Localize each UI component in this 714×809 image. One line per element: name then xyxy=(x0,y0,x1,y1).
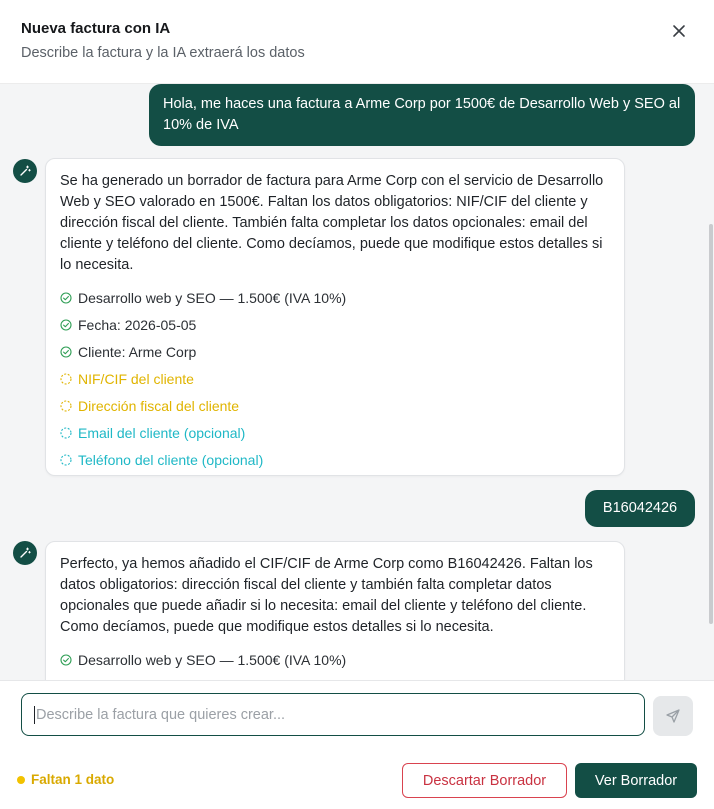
dashed-circle-icon xyxy=(60,427,78,439)
checklist-item-label: Email del cliente (opcional) xyxy=(78,424,246,441)
missing-data-label: Faltan 1 dato xyxy=(31,772,115,787)
close-icon xyxy=(672,24,686,38)
checklist-item-label: Fecha: 2026-05-05 xyxy=(78,316,197,333)
checklist-item-optional xyxy=(60,446,610,473)
send-button[interactable] xyxy=(653,696,693,736)
ai-avatar xyxy=(13,159,37,183)
close-button[interactable] xyxy=(664,16,694,46)
chat-area[interactable] xyxy=(0,84,714,680)
checklist-item-label: Teléfono del cliente (opcional) xyxy=(78,451,264,468)
invoice-description-input[interactable] xyxy=(36,707,626,723)
text-caret xyxy=(34,706,35,724)
chat-scrollbar[interactable] xyxy=(709,224,713,624)
ai-message-text: Perfecto, ya hemos añadido el CIF/CIF de Arme Corp como B16042426. Faltan los datos obligatorios: dirección fiscal del cliente y también falta completar datos opcionales que puede añadir si lo necesita: email del cliente y teléfono del cliente. Como decíamos, puede que modifique estos detalles si lo necesita. xyxy=(60,556,593,635)
dashed-circle-icon xyxy=(60,400,78,412)
modal-footer xyxy=(0,680,714,809)
checklist-item-required xyxy=(60,392,610,419)
check-circle-icon xyxy=(60,292,78,304)
check-circle-icon xyxy=(60,319,78,331)
view-draft-button[interactable]: Ver Borrador xyxy=(575,763,697,798)
checklist-item-done xyxy=(60,284,610,311)
user-message: B16042426 xyxy=(585,490,695,527)
invoice-checklist xyxy=(60,646,610,673)
invoice-checklist xyxy=(60,284,610,473)
check-circle-icon xyxy=(60,346,78,358)
modal-header xyxy=(0,0,714,84)
checklist-item-label: NIF/CIF del cliente xyxy=(78,370,194,387)
status-dot xyxy=(17,776,25,784)
composer xyxy=(21,693,645,736)
checklist-item-optional xyxy=(60,419,610,446)
checklist-item-done xyxy=(60,338,610,365)
modal-title: Nueva factura con IA xyxy=(21,20,171,37)
ai-message xyxy=(45,541,625,680)
ai-message-text: Se ha generado un borrador de factura para Arme Corp con el servicio de Desarrollo Web y SEO valorado en 1500€. Faltan los datos obligatorios: NIF/CIF del cliente y dirección fiscal del cliente. También falta completar los datos opcionales: email del cliente y teléfono del cliente. Como decíamos, puede que modifique estos detalles si lo necesita. xyxy=(60,173,604,273)
checklist-item-label: Cliente: Arme Corp xyxy=(78,343,197,360)
magic-wand-icon xyxy=(19,547,31,559)
check-circle-icon xyxy=(60,654,78,666)
user-message: Hola, me haces una factura a Arme Corp por 1500€ de Desarrollo Web y SEO al 10% de IVA xyxy=(149,84,695,146)
checklist-item-done xyxy=(60,646,610,673)
checklist-item-label: Desarrollo web y SEO — 1.500€ (IVA 10%) xyxy=(78,289,347,306)
send-icon xyxy=(665,708,681,724)
checklist-item-required xyxy=(60,365,610,392)
discard-draft-button[interactable]: Descartar Borrador xyxy=(402,763,567,798)
checklist-item-done xyxy=(60,311,610,338)
checklist-item-label: Dirección fiscal del cliente xyxy=(78,397,240,414)
missing-data-status xyxy=(17,772,114,787)
ai-avatar xyxy=(13,541,37,565)
modal-subtitle: Describe la factura y la IA extraerá los datos xyxy=(21,45,305,61)
ai-message xyxy=(45,158,625,476)
checklist-item-label: Desarrollo web y SEO — 1.500€ (IVA 10%) xyxy=(78,651,347,668)
dashed-circle-icon xyxy=(60,373,78,385)
dashed-circle-icon xyxy=(60,454,78,466)
magic-wand-icon xyxy=(19,165,31,177)
